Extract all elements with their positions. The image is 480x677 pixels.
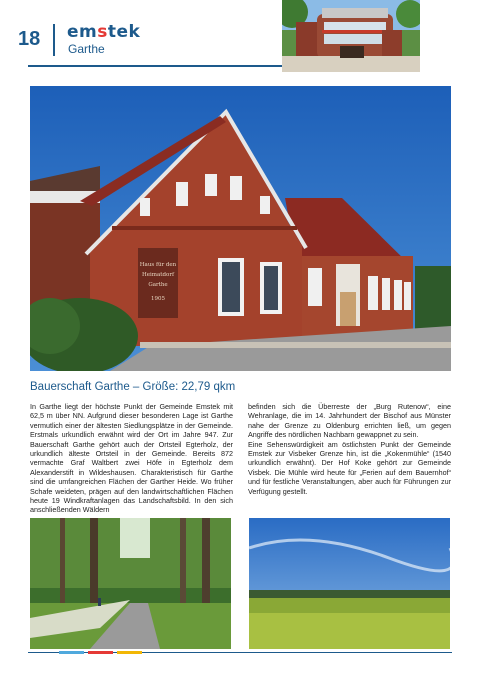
plaque-year: 1905 bbox=[151, 296, 165, 302]
brand-prefix: em bbox=[67, 22, 98, 42]
footer-accent-yellow bbox=[117, 651, 142, 654]
header-rule bbox=[28, 65, 286, 67]
section-subtitle: Garthe bbox=[68, 42, 105, 56]
article-paragraph: befinden sich die Überreste der „Burg Rutenow“, eine Wehranlage, die im 14. Jahrhundert der Bischof aus Münster nahe der Grenze zu Oldenburg errichten ließ, um gegen Angriffe des nördlichen Nachbarn gewappnet zu sein. bbox=[248, 402, 451, 440]
footer-accent-blue bbox=[59, 651, 84, 654]
header-photo bbox=[282, 0, 420, 72]
field-landscape-photo bbox=[249, 518, 450, 649]
town-hall-image bbox=[282, 0, 420, 72]
article-title: Bauerschaft Garthe – Größe: 22,79 qkm bbox=[30, 381, 236, 393]
brick-building-image bbox=[30, 86, 451, 371]
article-paragraph: In Garthe liegt der höchste Punkt der Gemeinde Emstek mit 62,5 m über NN. Aufgrund dieser besonderen Lage ist Garthe vermutlich einer der ältesten Siedlungsplätze in der Gemeinde. Erstmals urkundlich erwähnt wird der Ort im Jahre 947. Zur Bauerschaft Garthe gehört auch der Ortsteil Egterholz, der urkundlich älteste Ortsteil in der Gemeinde. Bereits 872 vermachte Graf Waltbert zwei Höfe in Egterholz dem Alexanderstift in Wildeshausen. Charakteristisch für Garthe sind die umfangreichen Flächen der Garther Heide. Wo früher Schafe weideten, prägen auf den landwirtschaftlichen Flächen heute 19 Windkraftanlagen das Landschaftsbild. In den sich anschließenden Wäldern bbox=[30, 402, 233, 515]
page-number: 18 bbox=[18, 28, 41, 50]
plaque-line-3: Garthe bbox=[148, 282, 168, 288]
article-column-right bbox=[248, 402, 451, 496]
footer-accent-red bbox=[88, 651, 113, 654]
hero-photo bbox=[30, 86, 451, 371]
brand-accent: s bbox=[97, 22, 108, 42]
header-divider bbox=[53, 24, 55, 56]
brand-logo bbox=[67, 22, 140, 42]
forest-path-photo bbox=[30, 518, 231, 649]
article-column-left bbox=[30, 402, 233, 515]
plaque-line-1: Haus für den bbox=[139, 262, 177, 268]
plaque-line-2: Heimatdorf bbox=[141, 272, 175, 278]
brand-suffix: tek bbox=[107, 22, 141, 42]
forest-path-image bbox=[30, 518, 231, 649]
article-paragraph: Eine Sehenswürdigkeit am östlichsten Punkt der Gemeinde Emstek zur Visbeker Grenze hin, ist die „Kokenmühle“ (1540 urkundlich erwähnt). Der Hof Koke gehört zur Gemeinde Visbek. Die Mühle wird heute für „Ferien auf dem Bauernhof“ und für festliche Veranstaltungen, aber auch für Führungen zur Verfügung gestellt. bbox=[248, 439, 451, 496]
field-landscape-image bbox=[249, 518, 450, 649]
